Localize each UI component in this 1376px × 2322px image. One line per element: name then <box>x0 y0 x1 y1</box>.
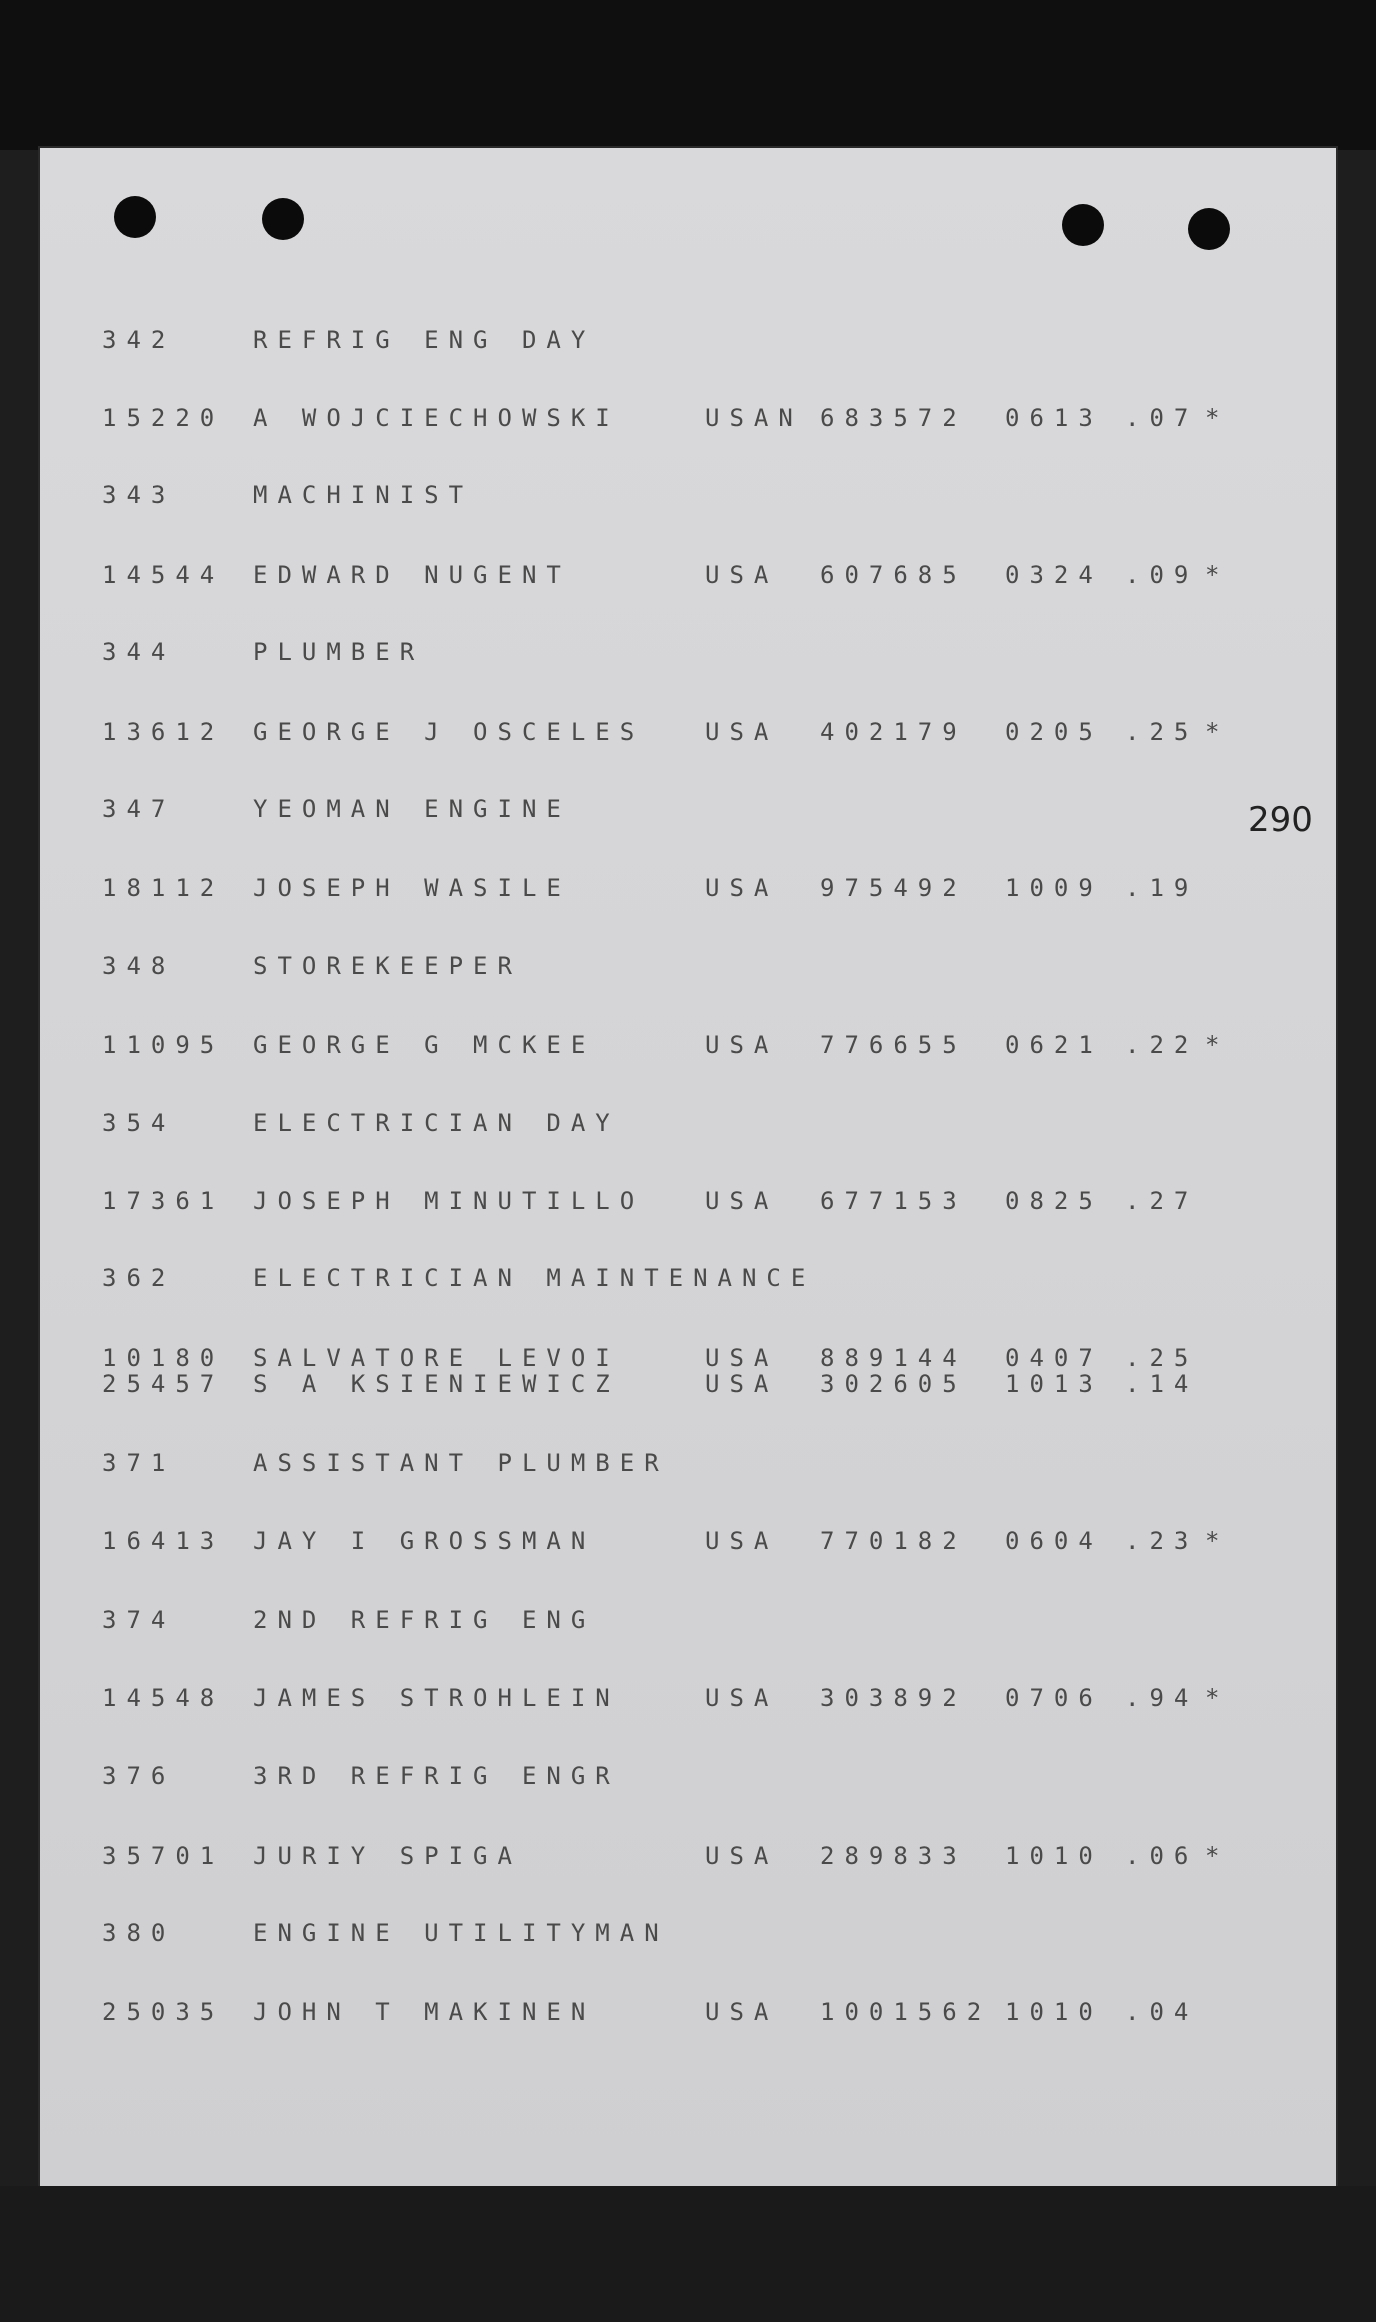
row-code: 371 <box>102 1449 176 1477</box>
row-num: 975492 <box>820 874 967 902</box>
row-text: STOREKEEPER <box>253 952 522 980</box>
row-mark: * <box>1205 404 1220 432</box>
ledger-entry-row <box>40 1527 1336 1557</box>
row-code: 380 <box>102 1919 176 1947</box>
row-date: 1010 <box>1005 1998 1103 2026</box>
row-code: 343 <box>102 481 176 509</box>
ledger-entry-row <box>40 561 1336 591</box>
row-text: REFRIG ENG DAY <box>253 326 596 354</box>
row-rate: .22 <box>1125 1031 1199 1059</box>
section-heading-row <box>40 326 1336 356</box>
punch-hole-1 <box>114 196 156 238</box>
row-nat: USA <box>705 1370 779 1398</box>
row-text: A WOJCIECHOWSKI <box>253 404 620 432</box>
ledger-entry-row <box>40 1998 1336 2028</box>
row-num: 683572 <box>820 404 967 432</box>
row-mark: * <box>1205 1527 1220 1555</box>
row-date: 1010 <box>1005 1842 1103 1870</box>
row-date: 0407 <box>1005 1344 1103 1372</box>
ledger-entry-row <box>40 1684 1336 1714</box>
row-text: JAMES STROHLEIN <box>253 1684 620 1712</box>
row-code: 25035 <box>102 1998 225 2026</box>
row-rate: .25 <box>1125 718 1199 746</box>
row-date: 0205 <box>1005 718 1103 746</box>
row-rate: .27 <box>1125 1187 1199 1215</box>
row-num: 303892 <box>820 1684 967 1712</box>
row-nat: USA <box>705 1842 779 1870</box>
row-text: 2ND REFRIG ENG <box>253 1606 596 1634</box>
row-num: 677153 <box>820 1187 967 1215</box>
section-heading-row <box>40 1606 1336 1636</box>
film-border-bottom <box>0 2186 1376 2322</box>
row-code: 15220 <box>102 404 225 432</box>
film-border-top <box>0 0 1376 150</box>
row-mark: * <box>1205 561 1220 589</box>
row-date: 0324 <box>1005 561 1103 589</box>
row-num: 889144 <box>820 1344 967 1372</box>
row-code: 374 <box>102 1606 176 1634</box>
punch-hole-4 <box>1188 208 1230 250</box>
row-date: 0825 <box>1005 1187 1103 1215</box>
section-heading-row <box>40 1264 1336 1294</box>
row-text: YEOMAN ENGINE <box>253 795 571 823</box>
section-heading-row <box>40 795 1336 825</box>
row-text: SALVATORE LEVOI <box>253 1344 620 1372</box>
row-nat: USA <box>705 1344 779 1372</box>
row-code: 13612 <box>102 718 225 746</box>
section-heading-row <box>40 638 1336 668</box>
row-nat: USA <box>705 1998 779 2026</box>
ledger-entry-row <box>40 718 1336 748</box>
row-nat: USA <box>705 1031 779 1059</box>
row-text: JURIY SPIGA <box>253 1842 522 1870</box>
row-text: EDWARD NUGENT <box>253 561 571 589</box>
row-date: 1009 <box>1005 874 1103 902</box>
row-rate: .04 <box>1125 1998 1199 2026</box>
row-num: 302605 <box>820 1370 967 1398</box>
row-code: 348 <box>102 952 176 980</box>
row-rate: .94 <box>1125 1684 1199 1712</box>
row-code: 14548 <box>102 1684 225 1712</box>
row-code: 14544 <box>102 561 225 589</box>
row-text: JOSEPH WASILE <box>253 874 571 902</box>
row-rate: .25 <box>1125 1344 1199 1372</box>
row-num: 402179 <box>820 718 967 746</box>
row-date: 1013 <box>1005 1370 1103 1398</box>
row-nat: USA <box>705 718 779 746</box>
row-code: 344 <box>102 638 176 666</box>
row-nat: USA <box>705 561 779 589</box>
row-text: JAY I GROSSMAN <box>253 1527 596 1555</box>
row-rate: .14 <box>1125 1370 1199 1398</box>
row-mark: * <box>1205 1031 1220 1059</box>
row-text: JOSEPH MINUTILLO <box>253 1187 645 1215</box>
row-text: ENGINE UTILITYMAN <box>253 1919 669 1947</box>
row-text: MACHINIST <box>253 481 474 509</box>
row-code: 35701 <box>102 1842 225 1870</box>
section-heading-row <box>40 1919 1336 1949</box>
ledger-entry-row <box>40 1370 1336 1400</box>
row-code: 25457 <box>102 1370 225 1398</box>
row-rate: .07 <box>1125 404 1199 432</box>
row-text: PLUMBER <box>253 638 425 666</box>
row-rate: .23 <box>1125 1527 1199 1555</box>
row-num: 289833 <box>820 1842 967 1870</box>
row-text: ELECTRICIAN DAY <box>253 1109 620 1137</box>
row-text: ELECTRICIAN MAINTENANCE <box>253 1264 816 1292</box>
row-code: 10180 <box>102 1344 225 1372</box>
row-num: 1001562 <box>820 1998 992 2026</box>
row-rate: .06 <box>1125 1842 1199 1870</box>
row-text: JOHN T MAKINEN <box>253 1998 596 2026</box>
row-nat: USAN <box>705 404 803 432</box>
row-rate: .09 <box>1125 561 1199 589</box>
row-text: S A KSIENIEWICZ <box>253 1370 620 1398</box>
row-code: 354 <box>102 1109 176 1137</box>
row-code: 17361 <box>102 1187 225 1215</box>
row-num: 770182 <box>820 1527 967 1555</box>
row-code: 347 <box>102 795 176 823</box>
section-heading-row <box>40 952 1336 982</box>
row-num: 776655 <box>820 1031 967 1059</box>
row-nat: USA <box>705 1187 779 1215</box>
punch-hole-3 <box>1062 204 1104 246</box>
row-mark: * <box>1205 718 1220 746</box>
row-text: GEORGE G MCKEE <box>253 1031 596 1059</box>
row-text: 3RD REFRIG ENGR <box>253 1762 620 1790</box>
row-date: 0621 <box>1005 1031 1103 1059</box>
ledger-page <box>40 148 1336 2186</box>
row-nat: USA <box>705 874 779 902</box>
section-heading-row <box>40 1449 1336 1479</box>
section-heading-row <box>40 1762 1336 1792</box>
punch-hole-2 <box>262 198 304 240</box>
row-text: GEORGE J OSCELES <box>253 718 645 746</box>
row-code: 342 <box>102 326 176 354</box>
row-date: 0604 <box>1005 1527 1103 1555</box>
section-heading-row <box>40 1109 1336 1139</box>
row-rate: .19 <box>1125 874 1199 902</box>
row-code: 362 <box>102 1264 176 1292</box>
ledger-entry-row <box>40 1842 1336 1872</box>
row-code: 18112 <box>102 874 225 902</box>
row-text: ASSISTANT PLUMBER <box>253 1449 669 1477</box>
row-nat: USA <box>705 1684 779 1712</box>
row-date: 0613 <box>1005 404 1103 432</box>
ledger-entry-row <box>40 1187 1336 1217</box>
ledger-entry-row <box>40 1031 1336 1061</box>
row-date: 0706 <box>1005 1684 1103 1712</box>
row-code: 11095 <box>102 1031 225 1059</box>
section-heading-row <box>40 481 1336 511</box>
row-code: 376 <box>102 1762 176 1790</box>
row-code: 16413 <box>102 1527 225 1555</box>
ledger-entry-row <box>40 874 1336 904</box>
row-nat: USA <box>705 1527 779 1555</box>
row-mark: * <box>1205 1684 1220 1712</box>
row-num: 607685 <box>820 561 967 589</box>
row-mark: * <box>1205 1842 1220 1870</box>
page-number: 290 <box>1248 800 1313 840</box>
ledger-entry-row <box>40 404 1336 434</box>
